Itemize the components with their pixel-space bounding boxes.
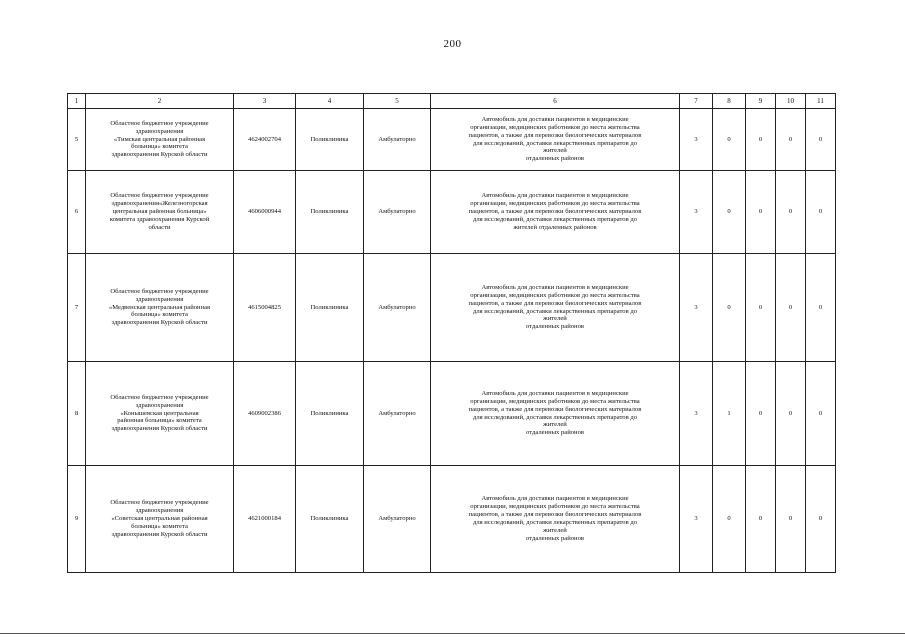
organization-name: Областное бюджетное учреждение здравоохранения «Медвенская центральная районная больница» комитета здравоохранения Курской области: [86, 254, 234, 362]
care-mode: Амбулаторно: [364, 109, 431, 171]
inn-code: 4615004825: [234, 254, 296, 362]
count-col-8: 0: [713, 254, 746, 362]
care-mode: Амбулаторно: [364, 466, 431, 573]
organization-name: Областное бюджетное учреждение здравоохранения «Конышевская центральная районная больница» комитета здравоохранения Курской области: [86, 362, 234, 466]
vehicle-purpose: Автомобиль для доставки пациентов в медицинские организации, медицинских работников до места жительства пациентов, а также для перевозки биологических материалов для исследований, доставки лекарственных препаратов до жителей отдаленных районов: [431, 254, 680, 362]
page-number: 200: [443, 38, 462, 50]
department: Поликлиника: [296, 466, 364, 573]
table-row: [68, 362, 836, 466]
header-cell: 10: [776, 94, 806, 109]
header-cell: 4: [296, 94, 364, 109]
count-col-7: 3: [680, 254, 713, 362]
vehicle-purpose: Автомобиль для доставки пациентов в медицинские организации, медицинских работников до места жительства пациентов, а также для перевозки биологических материалов для исследований, доставки лекарственных препаратов до жителей отдаленных районов: [431, 362, 680, 466]
table-row: [68, 254, 836, 362]
table-row: [68, 466, 836, 573]
count-col-7: 3: [680, 362, 713, 466]
count-col-9: 0: [746, 362, 776, 466]
table-row: [68, 171, 836, 254]
count-col-11: 0: [806, 362, 836, 466]
table-row: [68, 109, 836, 171]
vehicle-purpose: Автомобиль для доставки пациентов в медицинские организации, медицинских работников до места жительства пациентов, а также для перевозки биологических материалов для исследований, доставки лекарственных препаратов до жителей отдаленных районов: [431, 171, 680, 254]
count-col-11: 0: [806, 171, 836, 254]
vehicle-purpose: Автомобиль для доставки пациентов в медицинские организации, медицинских работников до места жительства пациентов, а также для перевозки биологических материалов для исследований, доставки лекарственных препаратов до жителей отдаленных районов: [431, 466, 680, 573]
row-number: 9: [68, 466, 86, 573]
count-col-7: 3: [680, 466, 713, 573]
row-number: 7: [68, 254, 86, 362]
organization-name: Областное бюджетное учреждение здравоохранения «Тимская центральная районная больница» комитета здравоохранения Курской области: [86, 109, 234, 171]
header-cell: 1: [68, 94, 86, 109]
scan-edge-divider: [0, 633, 905, 634]
count-col-10: 0: [776, 171, 806, 254]
table-header-row: [68, 94, 836, 109]
header-cell: 6: [431, 94, 680, 109]
count-col-10: 0: [776, 109, 806, 171]
inn-code: 4606000944: [234, 171, 296, 254]
header-cell: 11: [806, 94, 836, 109]
count-col-8: 1: [713, 362, 746, 466]
vehicle-purpose: Автомобиль для доставки пациентов в медицинские организации, медицинских работников до места жительства пациентов, а также для перевозки биологических материалов для исследований, доставки лекарственных препаратов до жителей отдаленных районов: [431, 109, 680, 171]
header-cell: 7: [680, 94, 713, 109]
header-cell: 3: [234, 94, 296, 109]
count-col-9: 0: [746, 254, 776, 362]
organization-name: Областное бюджетное учреждение здравоохранения«Железногорская центральная районная больница» комитета здравоохранения Курской области: [86, 171, 234, 254]
header-cell: 9: [746, 94, 776, 109]
count-col-11: 0: [806, 254, 836, 362]
count-col-10: 0: [776, 466, 806, 573]
organization-name: Областное бюджетное учреждение здравоохранения «Советская центральная районная больница» комитета здравоохранения Курской области: [86, 466, 234, 573]
count-col-9: 0: [746, 109, 776, 171]
count-col-9: 0: [746, 466, 776, 573]
inn-code: 4609002386: [234, 362, 296, 466]
row-number: 5: [68, 109, 86, 171]
row-number: 6: [68, 171, 86, 254]
count-col-11: 0: [806, 466, 836, 573]
department: Поликлиника: [296, 171, 364, 254]
inn-code: 4621000184: [234, 466, 296, 573]
count-col-10: 0: [776, 362, 806, 466]
care-mode: Амбулаторно: [364, 254, 431, 362]
count-col-10: 0: [776, 254, 806, 362]
count-col-8: 0: [713, 466, 746, 573]
department: Поликлиника: [296, 254, 364, 362]
department: Поликлиника: [296, 362, 364, 466]
inn-code: 4624002704: [234, 109, 296, 171]
header-cell: 5: [364, 94, 431, 109]
count-col-7: 3: [680, 171, 713, 254]
care-mode: Амбулаторно: [364, 362, 431, 466]
care-mode: Амбулаторно: [364, 171, 431, 254]
count-col-8: 0: [713, 171, 746, 254]
row-number: 8: [68, 362, 86, 466]
count-col-9: 0: [746, 171, 776, 254]
department: Поликлиника: [296, 109, 364, 171]
header-cell: 8: [713, 94, 746, 109]
count-col-11: 0: [806, 109, 836, 171]
header-cell: 2: [86, 94, 234, 109]
count-col-8: 0: [713, 109, 746, 171]
register-table: [67, 93, 836, 573]
count-col-7: 3: [680, 109, 713, 171]
